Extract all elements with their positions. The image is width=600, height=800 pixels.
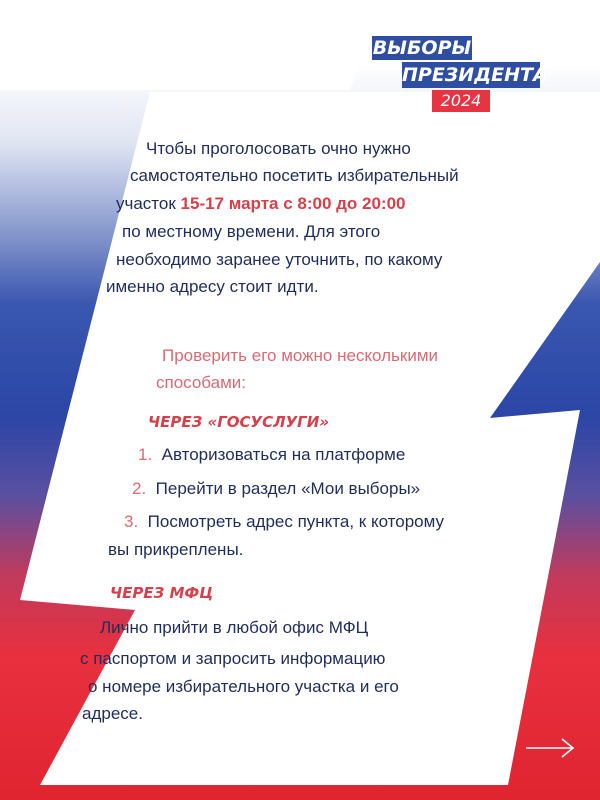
methods-intro-line-1: Проверить его можно несколькими (162, 346, 439, 365)
mfc-heading: ЧЕРЕЗ МФЦ (110, 584, 214, 602)
mfc-line-4: адресе. (82, 704, 143, 723)
mfc-line-3: о номере избирательного участка и его (88, 677, 399, 696)
step-text: Перейти в раздел «Мои выборы» (155, 479, 421, 498)
step-number: 2. (132, 479, 147, 498)
mfc-line-2: с паспортом и запросить информацию (80, 649, 386, 668)
intro-line-6: именно адресу стоит идти. (106, 277, 319, 296)
arrow-right-icon[interactable] (524, 736, 576, 760)
badge-year: 2024 (432, 90, 490, 112)
step-text: Посмотреть адрес пункта, к которому (147, 512, 445, 531)
badge-title-line2: ПРЕЗИДЕНТА (402, 64, 548, 86)
intro-line-4: по местному времени. Для этого (122, 222, 381, 241)
step-text: Авторизоваться на платформе (161, 445, 406, 464)
intro-line-5: необходимо заранее уточнить, по какому (116, 250, 443, 269)
gosuslugi-step-3-continued: вы прикреплены. (108, 540, 244, 559)
intro-line-2: самостоятельно посетить избирательный (130, 166, 459, 185)
gosuslugi-step-1 (138, 445, 405, 465)
step-number: 1. (138, 445, 153, 464)
badge-title-line1: ВЫБОРЫ (372, 37, 472, 59)
mfc-line-1: Лично прийти в любой офис МФЦ (100, 618, 369, 637)
gosuslugi-step-3 (124, 512, 444, 532)
gosuslugi-step-2 (132, 479, 420, 499)
intro-line-3-prefix: участок (116, 194, 181, 213)
step-number: 3. (124, 512, 139, 531)
intro-line-1: Чтобы проголосовать очно нужно (146, 139, 411, 158)
voting-dates: 15-17 марта с 8:00 до 20:00 (180, 194, 406, 213)
intro-line-3 (116, 194, 406, 214)
gosuslugi-heading: ЧЕРЕЗ «ГОСУСЛУГИ» (148, 413, 330, 431)
methods-intro-line-2: способами: (156, 373, 247, 392)
